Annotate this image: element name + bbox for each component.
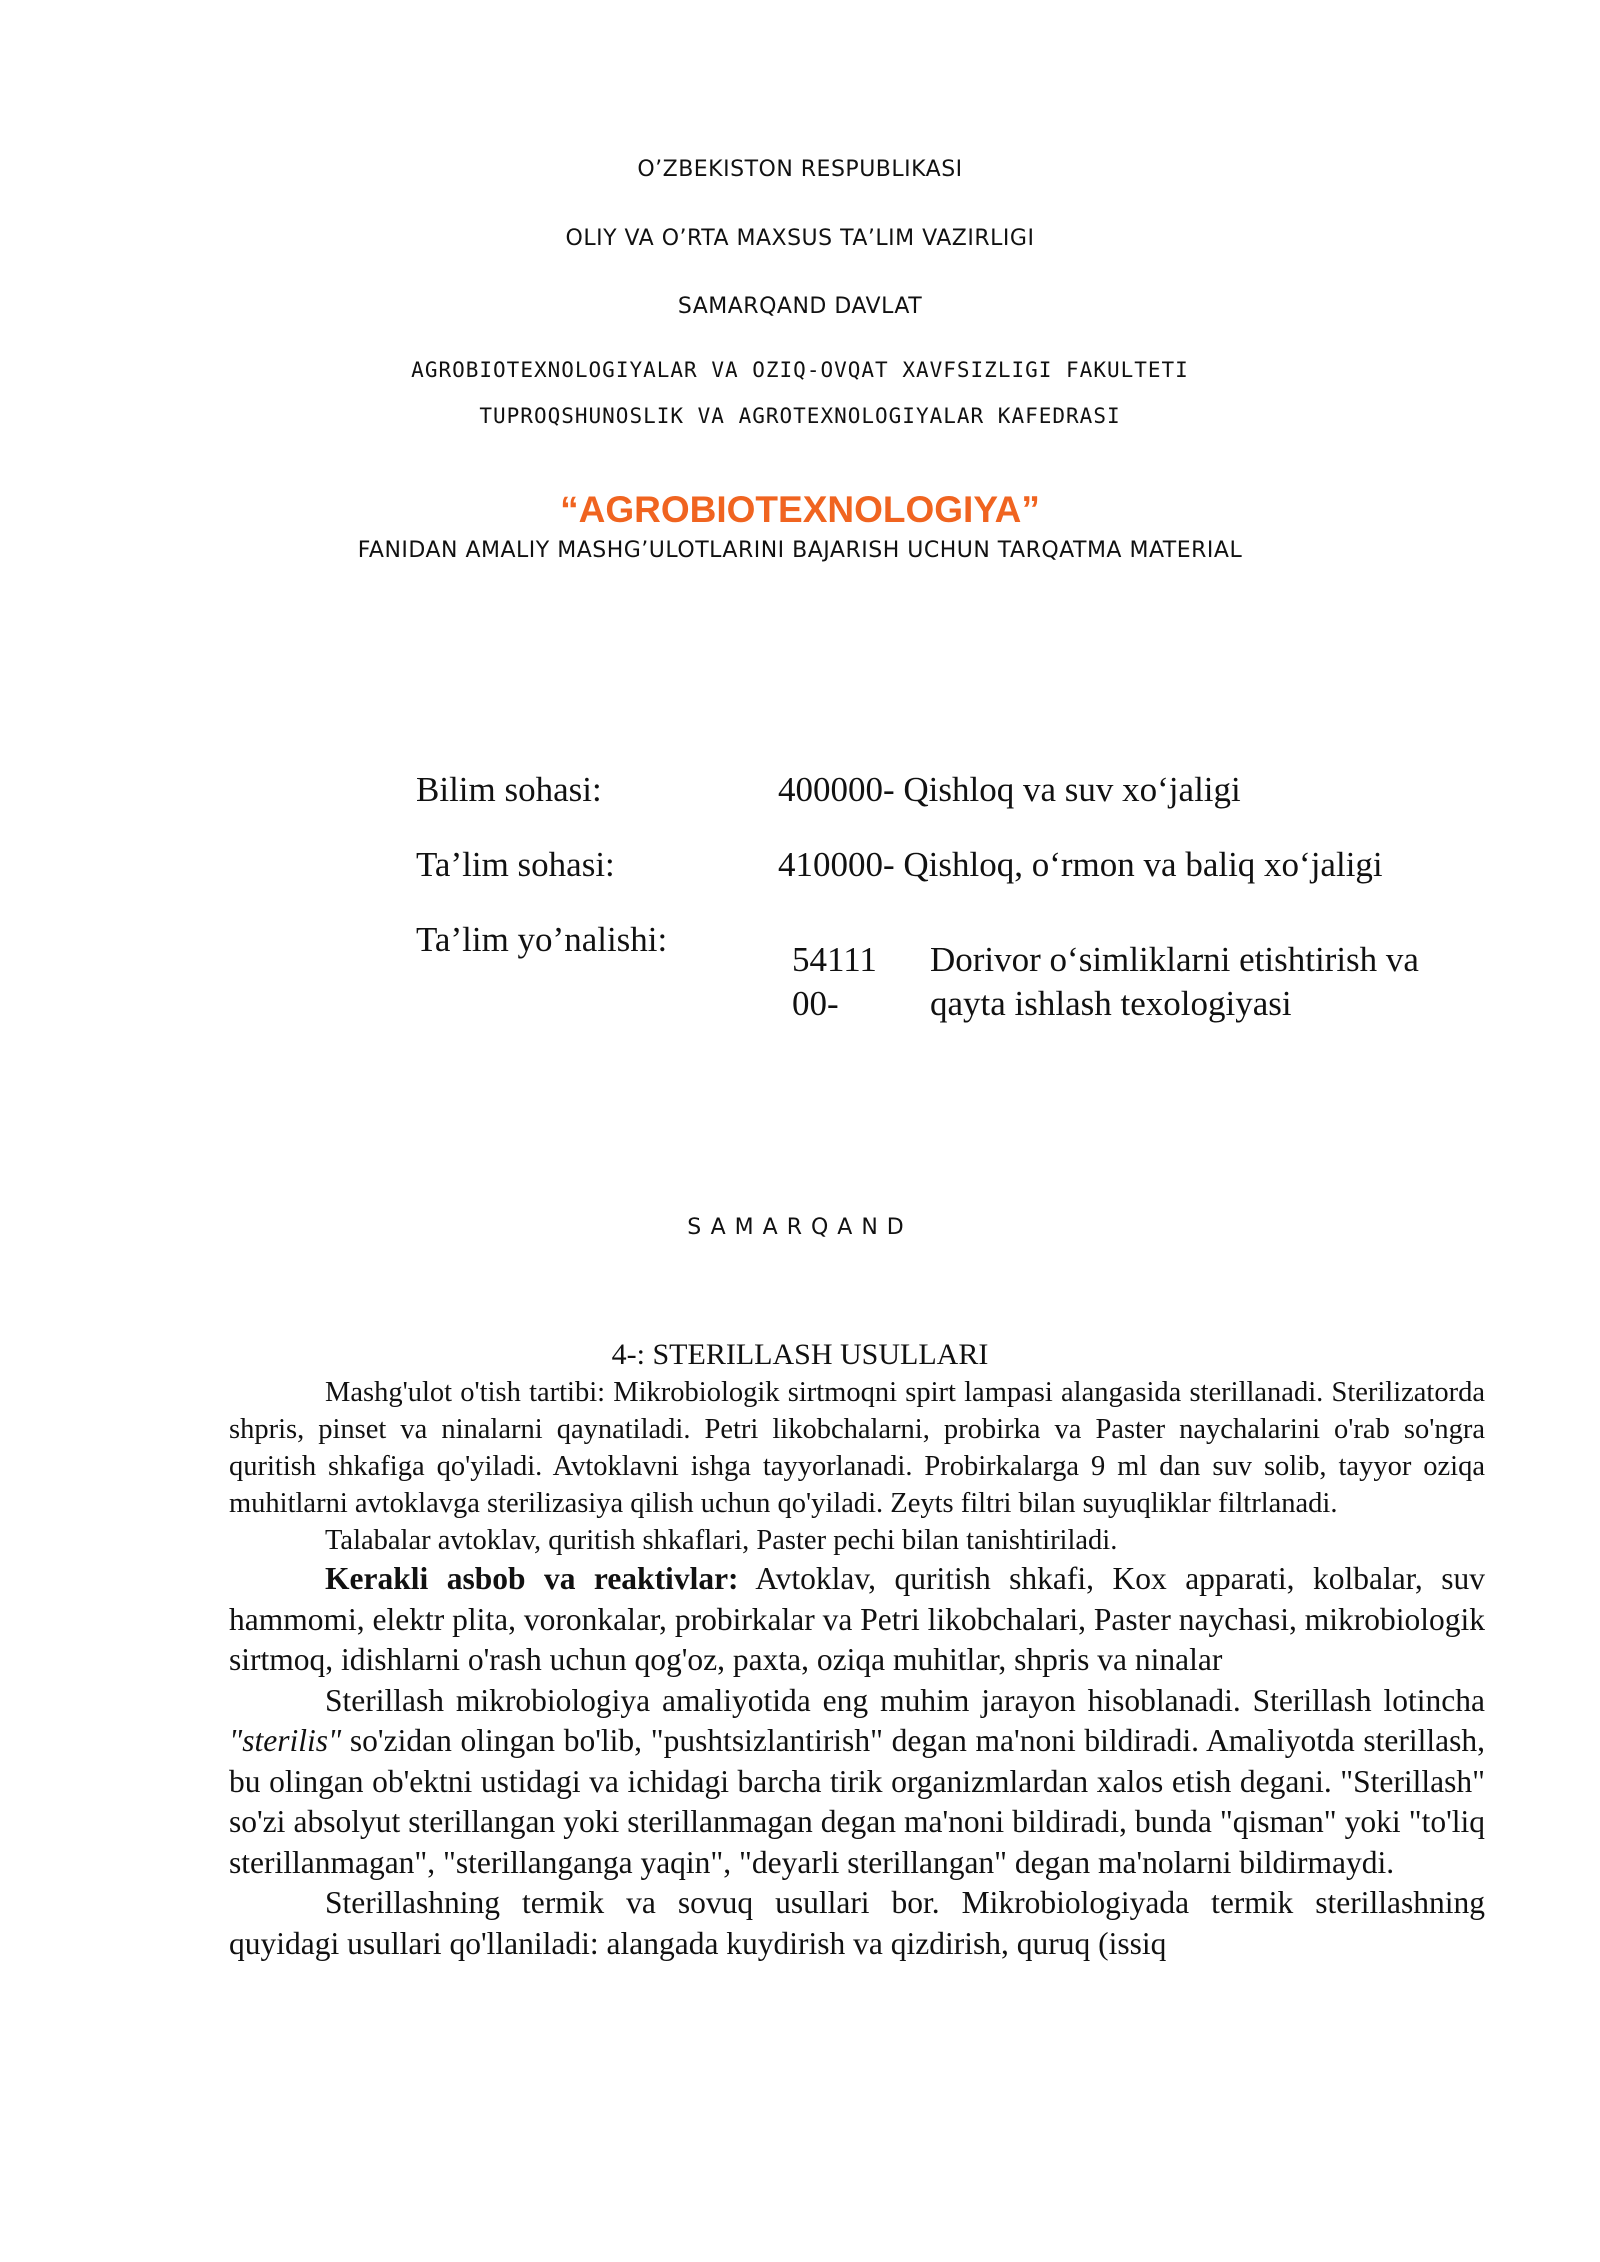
area-label: Ta’lim sohasi: [416, 845, 615, 884]
direction-code-line2: 00- [792, 984, 839, 1023]
header-faculty: AGROBIOTEXNOLOGIYALAR VA OZIQ-OVQAT XAVFSIZLIGI FAKULTETI [411, 358, 1189, 382]
header-university: SAMARQAND DAVLAT [677, 294, 923, 319]
field-label: Bilim sohasi: [416, 770, 602, 809]
equipment-list: Avtoklav, quritish shkafi, Kox apparati, kolbalar, suv hammomi, elektr plita, voronkalar, probirkalar va Petri likobchalari, Paster naychasi, mikrobiologik sirtmoq, idishlarni o'rash uchun qog'oz, paxta, oziqa muhitlar, shpris va ninalar [229, 1561, 1485, 1677]
definition-latin-term: "sterilis" [229, 1723, 342, 1758]
field-value: 400000- Qishloq va suv xo‘jaligi [778, 770, 1241, 809]
paragraph-introduction: Talabalar avtoklav, quritish shkaflari, Paster pechi bilan tanishtiriladi. [325, 1525, 1118, 1556]
section-title: 4-: STERILLASH USULLARI [611, 1338, 989, 1371]
definition-part2: so'zidan olingan bo'lib, "pushtsizlantirish" degan ma'noni bildiradi. Amaliyotda sterillash, bu olingan ob'ektni ustidagi va ichidagi barcha tirik organizmlardan xalos etish degani. "Sterillash" so'zi absolyut sterillangan yoki sterillanmagan degan ma'noni bildiradi, bunda "qisman" yoki "to'liq sterillanmagan", "sterillanganga yaqin", "deyarli sterillangan" degan ma'nolarni bildirmaydi. [229, 1723, 1485, 1880]
direction-desc-line2: qayta ishlash texologiyasi [930, 984, 1292, 1023]
header-country: O’ZBEKISTON RESPUBLIKASI [637, 157, 963, 182]
direction-code-line1: 54111 [792, 940, 877, 979]
area-value: 410000- Qishloq, o‘rmon va baliq xo‘jaligi [778, 845, 1383, 884]
definition-part1: Sterillash mikrobiologiya amaliyotida eng muhim jarayon hisoblanadi. Sterillash lotincha [325, 1682, 1485, 1718]
paragraph-procedure: Mashg'ulot o'tish tartibi: Mikrobiologik sirtmoqni spirt lampasi alangasida sterillanadi. Sterilizatorda shpris, pinset va ninalarni qaynatiladi. Petri likobchalarni, probirka va Paster naychalarini o'rab so'ngra quritish shkafiga qo'yiladi. Avtoklavni ishga tayyorlanadi. Probirkalarga 9 ml dan suv solib, tayyor oziqa muhitlarni avtoklavga sterilizasiya qilish uchun qo'yiladi. Zeyts filtri bilan suyuqliklar filtrlanadi. [229, 1377, 1485, 1519]
paragraph-methods: Sterillashning termik va sovuq usullari bor. Mikrobiologiyada termik sterillashning quyidagi usullari qo'llaniladi: alangada kuydirish va qizdirish, quruq (issiq [229, 1885, 1485, 1961]
city-name: SAMARQAND [687, 1215, 913, 1240]
header-ministry: OLIY VA O’RTA MAXSUS TA’LIM VAZIRLIGI [565, 226, 1035, 251]
direction-label: Ta’lim yo’nalishi: [416, 920, 668, 959]
header-department: TUPROQSHUNOSLIK VA AGROTEXNOLOGIYALAR KAFEDRASI [479, 404, 1121, 428]
section-body [229, 1374, 1485, 1964]
equipment-heading: Kerakli asbob va reaktivlar: [325, 1561, 739, 1596]
document-subtitle: FANIDAN AMALIY MASHG’ULOTLARINI BAJARISH UCHUN TARQATMA MATERIAL [357, 538, 1243, 563]
paragraph-equipment [229, 1559, 1485, 1681]
paragraph-definition [229, 1681, 1485, 1884]
direction-desc-line1: Dorivor o‘simliklarni etishtirish va [930, 940, 1419, 979]
document-title: “AGROBIOTEXNOLOGIYA” [560, 489, 1040, 530]
direction-description [930, 938, 1419, 1026]
direction-code [792, 938, 877, 1026]
